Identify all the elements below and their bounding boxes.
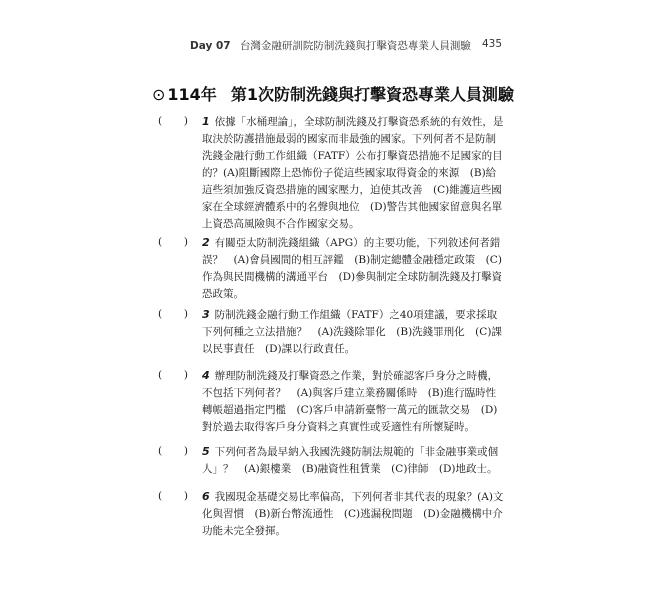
answer-blank: ( ) [158, 445, 188, 457]
answer-blank: ( ) [158, 369, 188, 381]
section-bullet-icon: ⊙ [152, 85, 166, 104]
section-title [152, 82, 514, 105]
question-number: 2 [202, 236, 210, 249]
question-item [158, 488, 506, 540]
question-number: 3 [202, 308, 210, 321]
question-number: 6 [202, 490, 210, 503]
question-number: 1 [202, 115, 210, 128]
question-text: 下列何者為最早納入我國洗錢防制法規範的「非金融事業或個人」？ (A)銀樓業 (B)融資性租賃業 (C)律師 (D)地政士。 [202, 446, 499, 475]
day-label: Day 07 [190, 40, 231, 52]
question-number: 5 [202, 445, 210, 458]
question-text: 依據「水桶理論」，全球防制洗錢及打擊資恐系統的有效性，是取決於防護措施最弱的國家而非最強的國家。下列何者不是防制洗錢金融行動工作組織（FATF）公布打擊資恐措施不足國家的目的？(A)阻斷國際上恐怖份子從這些國家取得資金的來源 (B)給這些須加強反資恐措施的國家壓力，迫使其改善 (C)維護這些國家在全球經濟體系中的名聲與地位 (D)警告其他國家留意與名單上資恐高風險與不合作國家交易。 [202, 116, 504, 230]
section-year: 114年 [167, 85, 217, 104]
question-text: 辦理防制洗錢及打擊資恐之作業，對於確認客戶身分之時機，不包括下列何者？ (A)與客戶建立業務關係時 (B)進行臨時性轉帳超過指定門檻 (C)客戶申請新臺幣一萬元的匯款交易 (D)對於過去取得客戶身分資料之真實性或妥適性有所懷疑時。 [202, 370, 499, 433]
question-text: 防制洗錢金融行動工作組織（FATF）之40項建議，要求採取下列何種之立法措施？ (A)洗錢除罪化 (B)洗錢罪刑化 (C)課以民事責任 (D)課以行政責任。 [202, 309, 502, 355]
question-text: 有關亞太防制洗錢組織（APG）的主要功能，下列敘述何者錯誤？ (A)會員國間的相互評鑑 (B)制定總體金融穩定政策 (C)作為與民間機構的溝通平台 (D)參與制定全球防制洗錢及打擊資恐政策。 [202, 237, 503, 300]
question-item [158, 306, 506, 358]
question-text: 我國現金基礎交易比率偏高，下列何者非其代表的現象？(A)文化與習慣 (B)新台幣流通性 (C)逃漏稅問題 (D)金融機構中介功能未完全發揮。 [202, 491, 504, 537]
answer-blank: ( ) [158, 308, 188, 320]
section-title-text: 第1次防制洗錢與打擊資恐專業人員測驗 [230, 85, 514, 104]
question-number: 4 [202, 369, 210, 382]
question-item [158, 443, 506, 478]
question-item [158, 113, 506, 233]
header-title: 台灣金融研訓院防制洗錢與打擊資恐專業人員測驗 [239, 40, 471, 52]
answer-blank: ( ) [158, 236, 188, 248]
question-item [158, 234, 506, 303]
page-header [190, 38, 503, 53]
answer-blank: ( ) [158, 490, 188, 502]
answer-blank: ( ) [158, 115, 188, 127]
question-item [158, 367, 506, 436]
page-number: 435 [482, 38, 503, 50]
